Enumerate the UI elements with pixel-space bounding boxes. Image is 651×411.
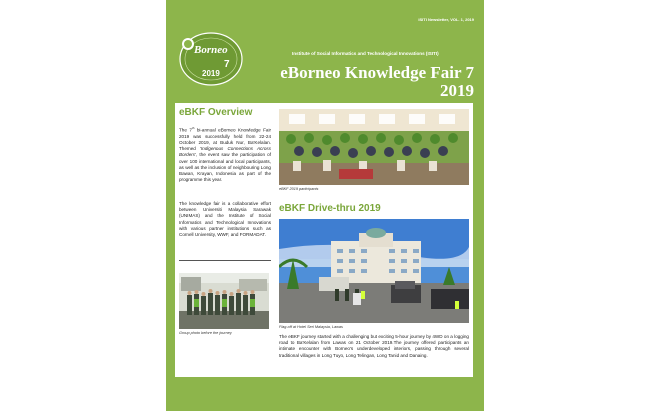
drivethru-paragraph: The eBKF journey started with a challenging but exciting 5-hour journey by 4WD on a logging road to Ba'Kelalan from Lawas on 21 October 2019.The journey offered participants an intimate encounter with Borneo's underdeveloped interiors, passing through several traditional villages in Long Tuyo, Long Telingan, Long Tanid and Danaing. [279, 334, 469, 358]
overview-paragraph-1: The 7th bi-annual eBorneo Knowledge Fair 2019 was successfully held from 22-24 October 2019, at Buduk Nur, Ba'Kelalan. Themed 'Indigenous Connections Across Borders', the event saw the participation of over 100 international and local participants, as well as the inclusion of neighbouring Long Bawan, Krayan, Indonesia as part of the programme this year. [179, 126, 271, 183]
institute-name: Institute of Social Informatics and Technological Innovations (ISITI) [292, 51, 439, 56]
participants-photo [279, 109, 469, 185]
flag-off-photo [279, 219, 469, 323]
newsletter-issue-label: ISITI Newsletter, VOL. 1, 2019 [418, 17, 474, 22]
eborneo-logo [178, 30, 248, 88]
page-title: eBorneo Knowledge Fair 7 [280, 63, 474, 82]
logo-year: 2019 [202, 69, 220, 78]
journey-photo-caption: Group photo before the journey [179, 331, 232, 335]
flag-off-photo-caption: Flag-off at Hotel Seri Malaysia, Lawas [279, 325, 343, 329]
content-area [175, 103, 473, 377]
logo-number: 7 [224, 59, 230, 70]
newsletter-page [166, 0, 484, 411]
logo-word: Borneo [194, 44, 228, 56]
overview-heading: eBKF Overview [179, 107, 253, 118]
participants-photo-caption: eBKF 2019 participants [279, 187, 319, 191]
overview-paragraph-2: The knowledge fair is a collaborative effort between Universiti Malaysia Sarawak (UNIMAS) and the Institute of Social Informatics and Technological Innovations with various partner institutions such as Cornell University, WWF, and FORMADAT. [179, 201, 271, 238]
page-title-year: 2019 [440, 81, 474, 100]
drivethru-heading: eBKF Drive-thru 2019 [279, 203, 381, 214]
divider [179, 260, 271, 261]
journey-group-photo [179, 273, 269, 329]
